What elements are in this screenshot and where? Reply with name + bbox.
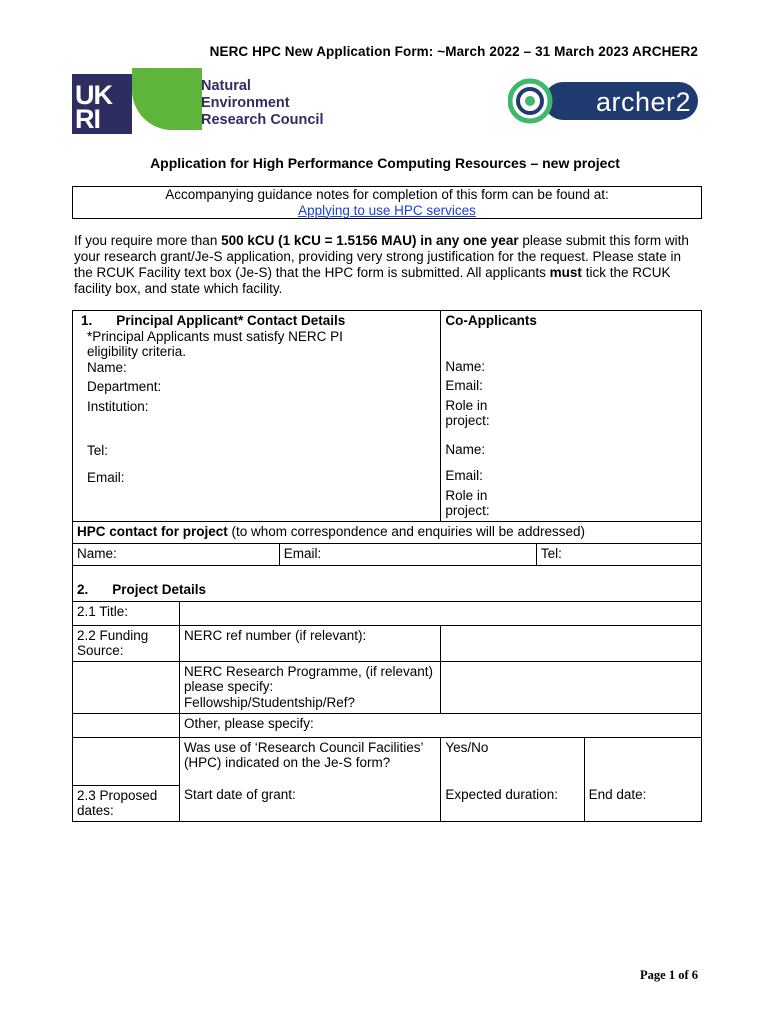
co2-name-label: Name: [445,441,486,457]
hpc-contact-email-cell: Email: [279,543,536,565]
nerc-ref-label-cell: NERC ref number (if relevant): [179,625,440,661]
ukri-nerc-logo [72,68,332,134]
pi-tel-label: Tel: [87,443,109,458]
hpc-contact-note: (to whom correspondence and enquiries will be addressed) [227,523,585,539]
co2-role-label: Role in project: [445,487,490,518]
hpc-contact-tel-cell: Tel: [536,543,701,565]
co-applicants-cell [441,311,702,522]
page-header: NERC HPC New Application Form: ~March 2022 – 31 March 2023 ARCHER2 [209,44,698,59]
pi-institution-label: Institution: [87,398,149,414]
nerc-logo-text: Natural Environment Research Council [201,78,324,128]
funding-spacer-cell-1 [73,661,180,713]
hpc-contact-label: HPC contact for project [77,523,228,539]
ukri-logo-block [72,74,132,134]
funding-spacer-cell-2 [73,713,180,737]
yes-no-cell[interactable]: Yes/No [441,737,584,785]
funding-label-cell: 2.2 Funding Source: [73,625,180,661]
section2-heading: 2. Project Details [77,582,207,597]
nerc-ref-value-cell[interactable] [441,625,702,661]
section1-heading: 1. Principal Applicant* Contact Details [81,313,346,328]
other-specify-cell[interactable]: Other, please specify: [179,713,701,737]
guidance-box [72,186,702,219]
form-title: Application for High Performance Computing Resources – new project [150,155,620,171]
co-applicants-heading: Co-Applicants [445,313,537,328]
section2-heading-cell [73,565,702,601]
hpc-contact-heading-cell [73,521,702,543]
pi-department-label: Department: [87,379,162,394]
pi-eligibility-note: *Principal Applicants must satisfy NERC PI eligibility criteria. [87,328,343,359]
pi-email-label: Email: [87,469,125,485]
expected-duration-cell[interactable]: Expected duration: [441,785,584,821]
archer2-logo-bar [544,82,698,120]
co2-email-label: Email: [445,468,483,483]
funding-spacer-cell-3 [73,737,180,785]
rc-facilities-extra-cell [584,737,701,785]
title-value-cell[interactable] [179,601,701,625]
co1-email-label: Email: [445,378,483,393]
nerc-programme-label-cell: NERC Research Programme, (if relevant) please specify: Fellowship/Studentship/Ref? [179,661,440,713]
start-date-cell[interactable]: Start date of grant: [179,785,440,821]
dates-label-cell: 2.3 Proposed dates: [73,785,180,821]
title-label-cell: 2.1 Title: [73,601,180,625]
co1-role-label: Role in project: [445,397,490,428]
guidance-link[interactable]: Applying to use HPC services [298,202,476,218]
guidance-text: Accompanying guidance notes for completion of this form can be found at: [165,187,609,202]
principal-applicant-cell [73,311,441,522]
application-form-table [72,310,702,822]
archer2-ring-icon [508,77,556,125]
archer2-logo-text: archer2 [596,87,692,117]
end-date-cell[interactable]: End date: [584,785,701,821]
ukri-logo-text: UK RI [75,80,112,134]
archer2-logo [508,80,698,122]
page-number: Page 1 of 6 [640,968,698,982]
co1-name-label: Name: [445,358,486,374]
rc-facilities-label-cell: Was use of ‘Research Council Facilities’ (HPC) indicated on the Je-S form? [179,737,440,785]
hpc-contact-name-cell: Name: [73,543,280,565]
nerc-programme-value-cell[interactable] [441,661,702,713]
pi-name-label: Name: [87,359,127,375]
nerc-green-shape [132,68,202,130]
intro-paragraph: If you require more than 500 kCU (1 kCU = 1.5156 MAU) in any one year please submit this form with your research grant/Je-S application, providing very strong justification for the request. Please state in the RCUK Facility text box (Je-S) that the HPC form is submitted. All applicants must tick the RCUK facility box, and state which facility. [74,233,689,296]
